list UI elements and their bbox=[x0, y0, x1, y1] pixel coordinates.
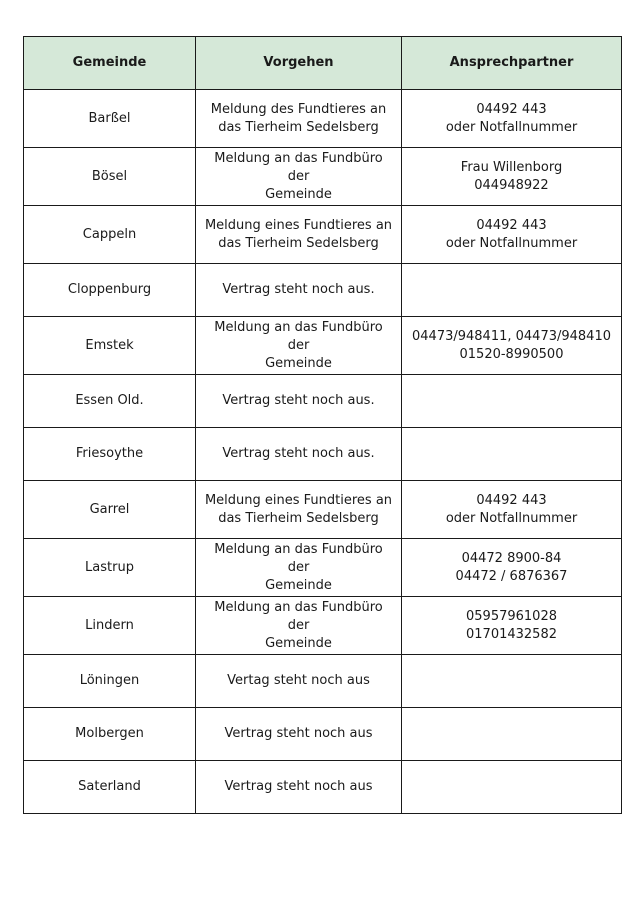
cell-ansprechpartner bbox=[402, 708, 622, 761]
fundtier-table bbox=[23, 36, 622, 814]
vorgehen-line: Vertrag steht noch aus bbox=[224, 779, 373, 794]
kontakt-line: 04472 8900-84 bbox=[461, 550, 562, 566]
cell-ansprechpartner bbox=[402, 655, 622, 708]
vorgehen-line: Gemeinde bbox=[265, 355, 332, 371]
cell-vorgehen bbox=[196, 708, 402, 761]
cell-vorgehen bbox=[196, 428, 402, 481]
cell-ansprechpartner bbox=[402, 148, 622, 206]
cell-gemeinde: Cappeln bbox=[24, 206, 196, 264]
cell-ansprechpartner bbox=[402, 539, 622, 597]
header-gemeinde: Gemeinde bbox=[24, 37, 196, 90]
vorgehen-line: Meldung des Fundtieres an bbox=[210, 101, 387, 117]
vorgehen-line: Gemeinde bbox=[265, 635, 332, 651]
vorgehen-line: das Tierheim Sedelsberg bbox=[218, 119, 379, 135]
kontakt-line: 04473/948411, 04473/948410 bbox=[412, 328, 611, 344]
kontakt-line: 04492 443 bbox=[476, 101, 547, 117]
cell-vorgehen bbox=[196, 317, 402, 375]
vorgehen-line: Meldung an das Fundbüro der bbox=[214, 541, 383, 575]
cell-gemeinde: Cloppenburg bbox=[24, 264, 196, 317]
header-vorgehen: Vorgehen bbox=[196, 37, 402, 90]
cell-gemeinde: Garrel bbox=[24, 481, 196, 539]
vorgehen-line: das Tierheim Sedelsberg bbox=[218, 235, 379, 251]
vorgehen-line: Meldung eines Fundtieres an bbox=[204, 492, 393, 508]
cell-vorgehen bbox=[196, 264, 402, 317]
kontakt-line: 01701432582 bbox=[466, 626, 557, 642]
cell-gemeinde: Molbergen bbox=[24, 708, 196, 761]
kontakt-line: oder Notfallnummer bbox=[445, 235, 578, 251]
cell-ansprechpartner bbox=[402, 264, 622, 317]
cell-gemeinde: Lindern bbox=[24, 597, 196, 655]
table-header-row bbox=[24, 37, 622, 90]
cell-gemeinde: Bösel bbox=[24, 148, 196, 206]
table-row bbox=[24, 90, 622, 148]
table-row bbox=[24, 317, 622, 375]
vorgehen-line: Vertrag steht noch aus. bbox=[222, 282, 375, 297]
cell-gemeinde: Saterland bbox=[24, 761, 196, 814]
kontakt-line: 04492 443 bbox=[476, 217, 547, 233]
kontakt-line: oder Notfallnummer bbox=[445, 119, 578, 135]
vorgehen-line: Meldung an das Fundbüro der bbox=[214, 319, 383, 353]
cell-ansprechpartner bbox=[402, 206, 622, 264]
vorgehen-line: Gemeinde bbox=[265, 186, 332, 202]
vorgehen-line: Vertrag steht noch aus. bbox=[222, 393, 375, 408]
cell-ansprechpartner bbox=[402, 317, 622, 375]
table-row bbox=[24, 428, 622, 481]
header-ansprechpartner: Ansprechpartner bbox=[402, 37, 622, 90]
kontakt-line: 01520-8990500 bbox=[459, 346, 564, 362]
table-row bbox=[24, 761, 622, 814]
cell-vorgehen bbox=[196, 655, 402, 708]
table-row bbox=[24, 708, 622, 761]
cell-gemeinde: Barßel bbox=[24, 90, 196, 148]
cell-vorgehen bbox=[196, 206, 402, 264]
vorgehen-line: Vertrag steht noch aus bbox=[224, 726, 373, 741]
cell-gemeinde: Friesoythe bbox=[24, 428, 196, 481]
cell-ansprechpartner bbox=[402, 481, 622, 539]
cell-vorgehen bbox=[196, 375, 402, 428]
cell-vorgehen bbox=[196, 148, 402, 206]
vorgehen-line: Meldung an das Fundbüro der bbox=[214, 599, 383, 633]
cell-ansprechpartner bbox=[402, 428, 622, 481]
kontakt-line: 04472 / 6876367 bbox=[455, 568, 568, 584]
table-row bbox=[24, 148, 622, 206]
kontakt-line: oder Notfallnummer bbox=[445, 510, 578, 526]
vorgehen-line: das Tierheim Sedelsberg bbox=[218, 510, 379, 526]
kontakt-line: Frau Willenborg bbox=[460, 159, 563, 175]
table-row bbox=[24, 206, 622, 264]
kontakt-line: 04492 443 bbox=[476, 492, 547, 508]
cell-gemeinde: Essen Old. bbox=[24, 375, 196, 428]
vorgehen-line: Meldung an das Fundbüro der bbox=[214, 150, 383, 184]
cell-vorgehen bbox=[196, 597, 402, 655]
cell-gemeinde: Emstek bbox=[24, 317, 196, 375]
cell-vorgehen bbox=[196, 481, 402, 539]
table-row bbox=[24, 655, 622, 708]
table-row bbox=[24, 264, 622, 317]
cell-vorgehen bbox=[196, 90, 402, 148]
cell-ansprechpartner bbox=[402, 597, 622, 655]
vorgehen-line: Gemeinde bbox=[265, 577, 332, 593]
table-row bbox=[24, 375, 622, 428]
cell-vorgehen bbox=[196, 761, 402, 814]
vorgehen-line: Vertrag steht noch aus. bbox=[222, 446, 375, 461]
table-row bbox=[24, 597, 622, 655]
cell-gemeinde: Löningen bbox=[24, 655, 196, 708]
kontakt-line: 044948922 bbox=[474, 177, 549, 193]
table-row bbox=[24, 481, 622, 539]
cell-gemeinde: Lastrup bbox=[24, 539, 196, 597]
table-body bbox=[24, 90, 622, 814]
vorgehen-line: Vertag steht noch aus bbox=[227, 673, 370, 688]
table-row bbox=[24, 539, 622, 597]
cell-vorgehen bbox=[196, 539, 402, 597]
kontakt-line: 05957961028 bbox=[466, 608, 557, 624]
vorgehen-line: Meldung eines Fundtieres an bbox=[204, 217, 393, 233]
cell-ansprechpartner bbox=[402, 761, 622, 814]
cell-ansprechpartner bbox=[402, 375, 622, 428]
cell-ansprechpartner bbox=[402, 90, 622, 148]
